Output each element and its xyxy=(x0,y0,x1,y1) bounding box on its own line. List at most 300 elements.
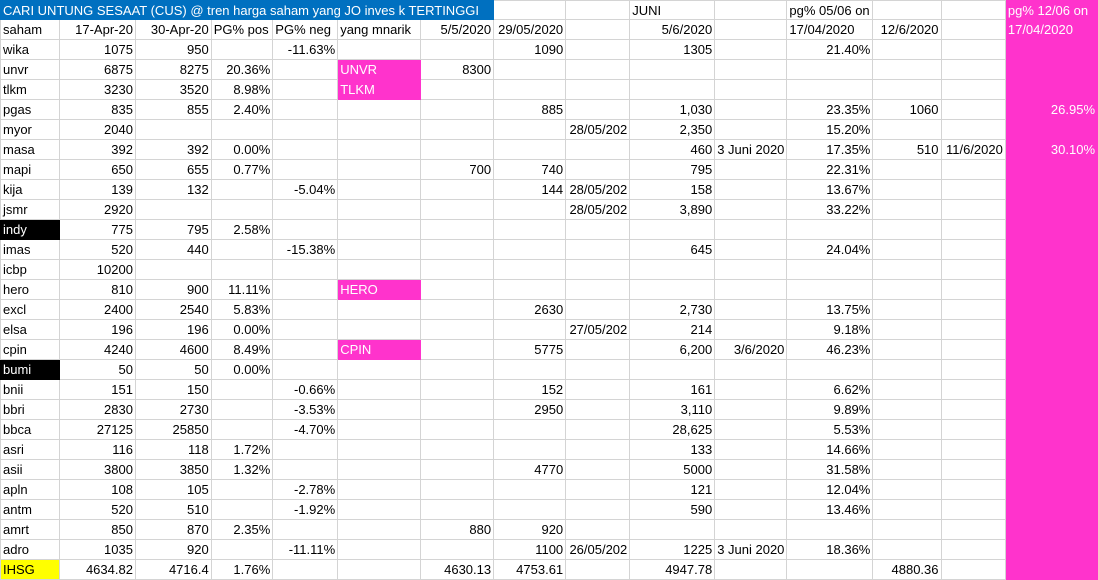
cell-c1[interactable]: 850 xyxy=(60,520,136,540)
cell-pg126[interactable] xyxy=(1005,320,1097,340)
cell-d56[interactable]: 1225 xyxy=(630,540,715,560)
cell-neg[interactable]: -11.63% xyxy=(273,40,338,60)
cell-neg[interactable]: -3.53% xyxy=(273,400,338,420)
cell-pg126[interactable] xyxy=(1005,60,1097,80)
cell-d55[interactable] xyxy=(420,540,494,560)
cell-x2[interactable] xyxy=(715,120,787,140)
cell-c2[interactable] xyxy=(135,200,211,220)
cell-name[interactable]: excl xyxy=(1,300,60,320)
cell-name[interactable]: tlkm xyxy=(1,80,60,100)
cell-d55[interactable] xyxy=(420,380,494,400)
cell-pos[interactable]: 2.35% xyxy=(211,520,273,540)
cell-c1[interactable]: 835 xyxy=(60,100,136,120)
cell-x1[interactable] xyxy=(566,40,630,60)
cell-d2905[interactable] xyxy=(494,320,566,340)
cell-d55[interactable] xyxy=(420,200,494,220)
cell-x1[interactable]: 28/05/202 xyxy=(566,180,630,200)
cell-pg56[interactable]: 9.89% xyxy=(787,400,873,420)
cell-x2[interactable]: 3 Juni 2020 xyxy=(715,540,787,560)
cell-d56[interactable] xyxy=(630,220,715,240)
cell-d56[interactable]: 1,030 xyxy=(630,100,715,120)
cell-c1[interactable]: 810 xyxy=(60,280,136,300)
cell-neg[interactable]: -0.66% xyxy=(273,380,338,400)
cell-c2[interactable]: 920 xyxy=(135,540,211,560)
cell-neg[interactable] xyxy=(273,360,338,380)
cell-d126[interactable] xyxy=(873,180,941,200)
cell-pos[interactable] xyxy=(211,120,273,140)
cell-d56[interactable] xyxy=(630,60,715,80)
cell-d55[interactable]: 880 xyxy=(420,520,494,540)
cell-pos[interactable] xyxy=(211,200,273,220)
cell-x3[interactable] xyxy=(941,40,1005,60)
cell-d126[interactable] xyxy=(873,80,941,100)
cell-menarik[interactable] xyxy=(338,520,420,540)
cell-d56[interactable]: 6,200 xyxy=(630,340,715,360)
cell-name[interactable]: elsa xyxy=(1,320,60,340)
cell-d56[interactable] xyxy=(630,80,715,100)
cell-x3[interactable] xyxy=(941,120,1005,140)
cell-neg[interactable] xyxy=(273,460,338,480)
cell-x1[interactable] xyxy=(566,420,630,440)
cell-x3[interactable] xyxy=(941,380,1005,400)
cell-menarik[interactable] xyxy=(338,420,420,440)
cell-c2[interactable]: 510 xyxy=(135,500,211,520)
cell-c1[interactable]: 27125 xyxy=(60,420,136,440)
cell-c1[interactable]: 50 xyxy=(60,360,136,380)
cell-x3[interactable] xyxy=(941,180,1005,200)
cell-c1[interactable]: 108 xyxy=(60,480,136,500)
cell-d2905[interactable] xyxy=(494,120,566,140)
cell-pg56[interactable] xyxy=(787,560,873,580)
cell-c1[interactable]: 520 xyxy=(60,500,136,520)
cell-d2905[interactable]: 1100 xyxy=(494,540,566,560)
cell-pos[interactable]: 20.36% xyxy=(211,60,273,80)
cell-neg[interactable] xyxy=(273,80,338,100)
cell-menarik[interactable] xyxy=(338,140,420,160)
cell-x1[interactable] xyxy=(566,500,630,520)
cell-d126[interactable]: 510 xyxy=(873,140,941,160)
cell-name[interactable]: bnii xyxy=(1,380,60,400)
pg1206-header-line1[interactable]: pg% 12/06 on xyxy=(1005,1,1097,20)
cell-pos[interactable]: 8.98% xyxy=(211,80,273,100)
cell-x1[interactable] xyxy=(566,300,630,320)
cell-c2[interactable]: 855 xyxy=(135,100,211,120)
cell-d126[interactable] xyxy=(873,440,941,460)
cell-menarik[interactable] xyxy=(338,500,420,520)
cell-c1[interactable]: 1075 xyxy=(60,40,136,60)
cell-name[interactable]: antm xyxy=(1,500,60,520)
cell-x2[interactable] xyxy=(715,80,787,100)
cell-pg126[interactable] xyxy=(1005,200,1097,220)
header-pg-pos[interactable]: PG% pos xyxy=(211,20,273,40)
cell-neg[interactable] xyxy=(273,300,338,320)
cell-c1[interactable]: 650 xyxy=(60,160,136,180)
cell-pg126[interactable] xyxy=(1005,80,1097,100)
cell-c1[interactable]: 151 xyxy=(60,380,136,400)
cell-pg56[interactable]: 17.35% xyxy=(787,140,873,160)
cell-d2905[interactable]: 740 xyxy=(494,160,566,180)
cell-d56[interactable]: 2,730 xyxy=(630,300,715,320)
cell-menarik[interactable]: CPIN xyxy=(338,340,420,360)
cell-x2[interactable] xyxy=(715,280,787,300)
cell-pg126[interactable] xyxy=(1005,440,1097,460)
cell-d2905[interactable] xyxy=(494,200,566,220)
cell-d56[interactable]: 2,350 xyxy=(630,120,715,140)
cell-d56[interactable]: 795 xyxy=(630,160,715,180)
cell-menarik[interactable] xyxy=(338,380,420,400)
cell-c2[interactable]: 950 xyxy=(135,40,211,60)
cell-menarik[interactable] xyxy=(338,180,420,200)
cell-x2[interactable] xyxy=(715,400,787,420)
cell-menarik[interactable] xyxy=(338,240,420,260)
cell-menarik[interactable] xyxy=(338,480,420,500)
cell-pg56[interactable]: 23.35% xyxy=(787,100,873,120)
cell-name[interactable]: imas xyxy=(1,240,60,260)
cell-pg126[interactable] xyxy=(1005,120,1097,140)
cell-pos[interactable]: 0.00% xyxy=(211,140,273,160)
cell-neg[interactable]: -15.38% xyxy=(273,240,338,260)
cell-x2[interactable] xyxy=(715,200,787,220)
cell-name[interactable]: bumi xyxy=(1,360,60,380)
cell-pg56[interactable] xyxy=(787,260,873,280)
cell-pg126[interactable] xyxy=(1005,340,1097,360)
cell-name[interactable]: adro xyxy=(1,540,60,560)
sheet-title[interactable]: CARI UNTUNG SESAAT (CUS) @ tren harga saham yang JO inves k TERTINGGI xyxy=(1,1,494,20)
cell-d2905[interactable] xyxy=(494,440,566,460)
cell-x1[interactable]: 28/05/202 xyxy=(566,200,630,220)
cell-x3[interactable] xyxy=(941,420,1005,440)
cell-x2[interactable] xyxy=(715,500,787,520)
cell-d55[interactable] xyxy=(420,240,494,260)
cell-c2[interactable]: 25850 xyxy=(135,420,211,440)
cell-pos[interactable]: 2.40% xyxy=(211,100,273,120)
cell-neg[interactable] xyxy=(273,220,338,240)
cell-c2[interactable]: 2730 xyxy=(135,400,211,420)
cell-x3[interactable] xyxy=(941,340,1005,360)
cell-c2[interactable]: 900 xyxy=(135,280,211,300)
cell-x2[interactable] xyxy=(715,300,787,320)
cell-x1[interactable] xyxy=(566,220,630,240)
cell-menarik[interactable] xyxy=(338,440,420,460)
cell-c2[interactable]: 3520 xyxy=(135,80,211,100)
cell-c1[interactable]: 6875 xyxy=(60,60,136,80)
cell-d126[interactable] xyxy=(873,160,941,180)
cell-x3[interactable] xyxy=(941,220,1005,240)
header-17apr[interactable]: 17-Apr-20 xyxy=(60,20,136,40)
cell-pg56[interactable] xyxy=(787,80,873,100)
cell-x3[interactable] xyxy=(941,360,1005,380)
cell-neg[interactable] xyxy=(273,320,338,340)
cell-d126[interactable] xyxy=(873,60,941,80)
cell-d2905[interactable]: 885 xyxy=(494,100,566,120)
cell-pg56[interactable]: 18.36% xyxy=(787,540,873,560)
cell-menarik[interactable] xyxy=(338,160,420,180)
cell-c1[interactable]: 2400 xyxy=(60,300,136,320)
cell-pg56[interactable]: 22.31% xyxy=(787,160,873,180)
cell-x2[interactable] xyxy=(715,240,787,260)
cell-x3[interactable] xyxy=(941,560,1005,580)
cell-d2905[interactable] xyxy=(494,260,566,280)
cell-d2905[interactable]: 144 xyxy=(494,180,566,200)
cell-c1[interactable]: 392 xyxy=(60,140,136,160)
cell-x2[interactable]: 3/6/2020 xyxy=(715,340,787,360)
cell-x2[interactable] xyxy=(715,160,787,180)
cell-d56[interactable]: 590 xyxy=(630,500,715,520)
cell-pg56[interactable]: 33.22% xyxy=(787,200,873,220)
cell-neg[interactable] xyxy=(273,100,338,120)
cell-c2[interactable]: 4600 xyxy=(135,340,211,360)
cell-x3[interactable] xyxy=(941,500,1005,520)
cell-pg56[interactable]: 31.58% xyxy=(787,460,873,480)
cell-pg126[interactable] xyxy=(1005,460,1097,480)
cell-x1[interactable] xyxy=(566,520,630,540)
cell-d126[interactable] xyxy=(873,260,941,280)
cell-neg[interactable] xyxy=(273,280,338,300)
cell-pos[interactable]: 0.77% xyxy=(211,160,273,180)
cell-d56[interactable]: 645 xyxy=(630,240,715,260)
cell-x2[interactable] xyxy=(715,520,787,540)
cell-pg126[interactable] xyxy=(1005,240,1097,260)
cell-d56[interactable]: 161 xyxy=(630,380,715,400)
cell-d2905[interactable]: 920 xyxy=(494,520,566,540)
cell-x2[interactable] xyxy=(715,440,787,460)
cell-d55[interactable] xyxy=(420,300,494,320)
cell-d2905[interactable] xyxy=(494,420,566,440)
cell-x1[interactable] xyxy=(566,160,630,180)
cell-pg56[interactable] xyxy=(787,280,873,300)
cell-pos[interactable] xyxy=(211,380,273,400)
cell-menarik[interactable] xyxy=(338,120,420,140)
cell-neg[interactable] xyxy=(273,160,338,180)
cell-c2[interactable]: 132 xyxy=(135,180,211,200)
cell-x1[interactable] xyxy=(566,360,630,380)
cell-d2905[interactable] xyxy=(494,140,566,160)
cell-d55[interactable] xyxy=(420,260,494,280)
cell-c2[interactable]: 3850 xyxy=(135,460,211,480)
cell-c1[interactable]: 4634.82 xyxy=(60,560,136,580)
cell-d126[interactable] xyxy=(873,520,941,540)
cell-name[interactable]: wika xyxy=(1,40,60,60)
cell-x2[interactable] xyxy=(715,360,787,380)
cell-menarik[interactable] xyxy=(338,320,420,340)
cell-d56[interactable]: 3,890 xyxy=(630,200,715,220)
cell-c2[interactable]: 196 xyxy=(135,320,211,340)
cell-d126[interactable] xyxy=(873,340,941,360)
cell-c2[interactable]: 50 xyxy=(135,360,211,380)
cell-neg[interactable]: -2.78% xyxy=(273,480,338,500)
cell-x1[interactable] xyxy=(566,460,630,480)
cell-menarik[interactable] xyxy=(338,560,420,580)
cell-pg126[interactable] xyxy=(1005,540,1097,560)
cell-pg126[interactable] xyxy=(1005,300,1097,320)
cell-c2[interactable]: 440 xyxy=(135,240,211,260)
header-29-05-2020[interactable]: 29/05/2020 xyxy=(494,20,566,40)
cell-x3[interactable] xyxy=(941,60,1005,80)
cell-x3[interactable] xyxy=(941,440,1005,460)
cell-pg56[interactable] xyxy=(787,360,873,380)
cell-c2[interactable] xyxy=(135,260,211,280)
cell-x2[interactable] xyxy=(715,60,787,80)
cell-d55[interactable] xyxy=(420,80,494,100)
cell-d56[interactable]: 133 xyxy=(630,440,715,460)
cell-pg126[interactable] xyxy=(1005,400,1097,420)
cell-d55[interactable] xyxy=(420,480,494,500)
cell-pg126[interactable] xyxy=(1005,480,1097,500)
cell-name[interactable]: indy xyxy=(1,220,60,240)
cell-x3[interactable] xyxy=(941,100,1005,120)
cell-name[interactable]: bbca xyxy=(1,420,60,440)
cell-d55[interactable] xyxy=(420,280,494,300)
cell-x1[interactable] xyxy=(566,100,630,120)
cell-x1[interactable] xyxy=(566,440,630,460)
cell-x2[interactable] xyxy=(715,560,787,580)
cell-pg126[interactable] xyxy=(1005,500,1097,520)
cell-d56[interactable]: 121 xyxy=(630,480,715,500)
cell-x2[interactable] xyxy=(715,260,787,280)
cell-pos[interactable]: 8.49% xyxy=(211,340,273,360)
cell-d126[interactable] xyxy=(873,320,941,340)
cell-d2905[interactable]: 5775 xyxy=(494,340,566,360)
pg0506-header-line1[interactable]: pg% 05/06 on xyxy=(787,1,873,20)
cell-menarik[interactable] xyxy=(338,220,420,240)
cell-x3[interactable] xyxy=(941,520,1005,540)
cell-pg126[interactable] xyxy=(1005,160,1097,180)
cell-d2905[interactable]: 1090 xyxy=(494,40,566,60)
cell-c1[interactable]: 520 xyxy=(60,240,136,260)
cell-d55[interactable]: 700 xyxy=(420,160,494,180)
cell-menarik[interactable] xyxy=(338,260,420,280)
header-5-6-2020[interactable]: 5/6/2020 xyxy=(630,20,715,40)
cell-c2[interactable]: 150 xyxy=(135,380,211,400)
cell-d126[interactable]: 4880.36 xyxy=(873,560,941,580)
cell-c1[interactable]: 139 xyxy=(60,180,136,200)
cell-d126[interactable] xyxy=(873,280,941,300)
cell-d55[interactable] xyxy=(420,100,494,120)
cell-pg56[interactable]: 24.04% xyxy=(787,240,873,260)
cell-pg56[interactable]: 9.18% xyxy=(787,320,873,340)
cell-name[interactable]: unvr xyxy=(1,60,60,80)
cell-pos[interactable] xyxy=(211,240,273,260)
cell-x1[interactable] xyxy=(566,560,630,580)
cell-c1[interactable]: 2040 xyxy=(60,120,136,140)
cell-d56[interactable]: 3,110 xyxy=(630,400,715,420)
cell-d126[interactable] xyxy=(873,540,941,560)
cell-d56[interactable]: 28,625 xyxy=(630,420,715,440)
cell-pg56[interactable] xyxy=(787,520,873,540)
cell-name[interactable]: asri xyxy=(1,440,60,460)
cell-menarik[interactable] xyxy=(338,40,420,60)
cell-pos[interactable] xyxy=(211,400,273,420)
cell-pos[interactable] xyxy=(211,260,273,280)
cell-pg56[interactable] xyxy=(787,60,873,80)
cell-menarik[interactable]: TLKM xyxy=(338,80,420,100)
cell-d126[interactable] xyxy=(873,300,941,320)
cell-c1[interactable]: 10200 xyxy=(60,260,136,280)
cell-pg126[interactable] xyxy=(1005,360,1097,380)
cell-d126[interactable] xyxy=(873,400,941,420)
cell-d55[interactable] xyxy=(420,140,494,160)
cell-c1[interactable]: 196 xyxy=(60,320,136,340)
cell-menarik[interactable] xyxy=(338,540,420,560)
cell-d2905[interactable] xyxy=(494,220,566,240)
cell-c2[interactable] xyxy=(135,120,211,140)
cell-neg[interactable] xyxy=(273,120,338,140)
cell-neg[interactable] xyxy=(273,260,338,280)
header-pg-neg[interactable]: PG% neg xyxy=(273,20,338,40)
cell-pg126[interactable] xyxy=(1005,260,1097,280)
cell-menarik[interactable]: UNVR xyxy=(338,60,420,80)
cell-name[interactable]: kija xyxy=(1,180,60,200)
cell-pos[interactable] xyxy=(211,40,273,60)
header-saham[interactable]: saham xyxy=(1,20,60,40)
cell-pg126[interactable]: 30.10% xyxy=(1005,140,1097,160)
cell-x1[interactable] xyxy=(566,480,630,500)
cell-d2905[interactable]: 2630 xyxy=(494,300,566,320)
cell-neg[interactable] xyxy=(273,560,338,580)
cell-pg56[interactable]: 15.20% xyxy=(787,120,873,140)
cell-d55[interactable]: 8300 xyxy=(420,60,494,80)
cell-d126[interactable] xyxy=(873,240,941,260)
cell-name[interactable]: cpin xyxy=(1,340,60,360)
cell-x3[interactable] xyxy=(941,480,1005,500)
cell-menarik[interactable] xyxy=(338,460,420,480)
cell-d55[interactable] xyxy=(420,500,494,520)
cell-x3[interactable] xyxy=(941,280,1005,300)
cell-menarik[interactable] xyxy=(338,100,420,120)
cell-x1[interactable]: 26/05/202 xyxy=(566,540,630,560)
cell-pg56[interactable] xyxy=(787,220,873,240)
cell-x3[interactable] xyxy=(941,160,1005,180)
cell-pos[interactable]: 1.32% xyxy=(211,460,273,480)
cell-x1[interactable] xyxy=(566,60,630,80)
cell-pg126[interactable] xyxy=(1005,560,1097,580)
cell-d2905[interactable]: 152 xyxy=(494,380,566,400)
pg1206-header-line2[interactable]: 17/04/2020 xyxy=(1005,20,1097,40)
cell-d126[interactable] xyxy=(873,420,941,440)
cell-pg56[interactable]: 13.75% xyxy=(787,300,873,320)
cell-pos[interactable] xyxy=(211,480,273,500)
cell-d55[interactable] xyxy=(420,440,494,460)
cell-pos[interactable]: 2.58% xyxy=(211,220,273,240)
cell-c1[interactable]: 2830 xyxy=(60,400,136,420)
header-5-5-2020[interactable]: 5/5/2020 xyxy=(420,20,494,40)
cell-name[interactable]: amrt xyxy=(1,520,60,540)
cell-c1[interactable]: 3230 xyxy=(60,80,136,100)
header-yang-menarik[interactable]: yang mnarik xyxy=(338,20,420,40)
cell-pg126[interactable]: 26.95% xyxy=(1005,100,1097,120)
cell-pg56[interactable]: 6.62% xyxy=(787,380,873,400)
cell-x1[interactable] xyxy=(566,80,630,100)
cell-x1[interactable]: 27/05/202 xyxy=(566,320,630,340)
cell-x2[interactable] xyxy=(715,220,787,240)
cell-x3[interactable] xyxy=(941,320,1005,340)
cell-menarik[interactable]: HERO xyxy=(338,280,420,300)
cell-c2[interactable]: 8275 xyxy=(135,60,211,80)
cell-x2[interactable] xyxy=(715,180,787,200)
cell-pos[interactable] xyxy=(211,420,273,440)
cell-pg56[interactable]: 13.67% xyxy=(787,180,873,200)
cell-pg126[interactable] xyxy=(1005,380,1097,400)
cell-d55[interactable] xyxy=(420,40,494,60)
cell-x3[interactable] xyxy=(941,240,1005,260)
cell-name[interactable]: apln xyxy=(1,480,60,500)
cell-d55[interactable] xyxy=(420,120,494,140)
cell-d56[interactable]: 4947.78 xyxy=(630,560,715,580)
cell-pos[interactable] xyxy=(211,500,273,520)
cell-c1[interactable]: 775 xyxy=(60,220,136,240)
cell-name[interactable]: bbri xyxy=(1,400,60,420)
cell-d126[interactable] xyxy=(873,500,941,520)
